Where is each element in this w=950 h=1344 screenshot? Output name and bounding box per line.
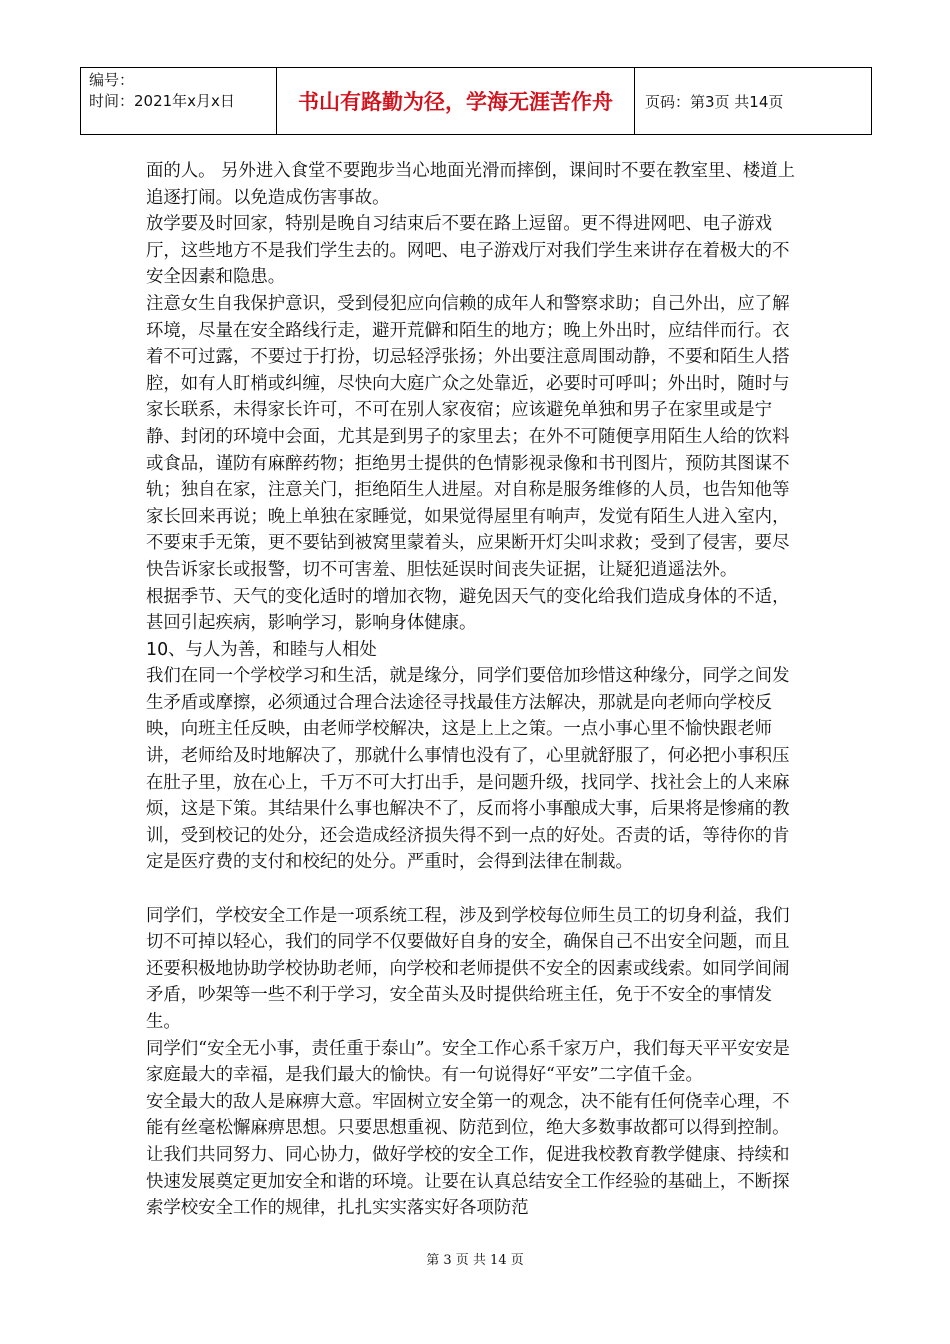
header-page-info: 页码：第3页 共14页 xyxy=(645,92,784,111)
date-label: 时间：2021年x月x日 xyxy=(89,92,235,110)
paragraph: 面的人。 另外进入食堂不要跑步当心地面光滑而摔倒，课间时不要在教室里、楼道上追逐打闹。以免造成伤害事故。 xyxy=(146,161,795,208)
section-heading: 10、与人为善，和睦与人相处 xyxy=(146,639,377,660)
header-motto: 书山有路勤为径，学海无涯苦作舟 xyxy=(277,68,635,134)
paragraph: 根据季节、天气的变化适时的增加衣物，避免因天气的变化给我们造成身体的不适，甚回引起疾病，影响学习，影响身体健康。 xyxy=(146,586,790,634)
paragraph: 同学们，学校安全工作是一项系统工程，涉及到学校每位师生员工的切身利益，我们切不可掉以轻心，我们的同学不仅要做好自身的安全，确保自己不出安全问题，而且还要积极地协助学校协助老师，向学校和老师提供不安全的因素或线索。如同学间闹矛盾，吵架等一些不利于学习，安全苗头及时提供给班主任，免于不安全的事情发生。 xyxy=(146,905,790,1032)
paragraph: 安全最大的敌人是麻痹大意。牢固树立安全第一的观念，决不能有任何侥幸心理，不能有丝毫松懈麻痹思想。只要思想重视、防范到位，绝大多数事故都可以得到控制。让我们共同努力、同心协力，做好学校的安全工作，促进我校教育教学健康、持续和快速发展奠定更加安全和谐的环境。让要在认真总结安全工作经验的基础上，不断探索学校安全工作的规律，扎扎实实落实好各项防范 xyxy=(146,1091,790,1219)
paragraph: 我们在同一个学校学习和生活，就是缘分，同学们要倍加珍惜这种缘分，同学之间发生矛盾或摩擦，必须通过合理合法途径寻找最佳方法解决，那就是向老师向学校反映，向班主任反映，由老师学校解决，这是上上之策。一点小事心里不愉快跟老师讲，老师给及时地解决了，那就什么事情也没有了，心里就舒服了，何必把小事积压在肚子里，放在心上，千万不可大打出手，是问题升级，找同学、找社会上的人来麻烦，这是下策。其结果什么事也解决不了，反而将小事酿成大事，后果将是惨痛的教训，受到校记的处分，还会造成经济损失得不到一点的好处。否责的话，等待你的肯定是医疗费的支付和校纪的处分。严重时，会得到法律在制裁。 xyxy=(146,666,790,873)
header-meta xyxy=(81,68,277,134)
paragraph: 同学们“安全无小事，责任重于泰山”。安全工作心系千家万户，我们每天平平安安是家庭最大的幸福，是我们最大的愉快。有一句说得好“平安”二字值千金。 xyxy=(146,1038,790,1086)
paragraph: 放学要及时回家，特别是晚自习结束后不要在路上逗留。更不得进网吧、电子游戏厅，这些地方不是我们学生去的。网吧、电子游戏厅对我们学生来讲存在着极大的不安全因素和隐患。 xyxy=(146,214,790,288)
page-footer: 第 3 页 共 14 页 xyxy=(426,1253,524,1268)
page-header xyxy=(80,67,872,135)
number-label: 编号： xyxy=(89,71,135,89)
blank-line xyxy=(146,876,806,903)
document-body xyxy=(146,158,806,1222)
paragraph: 注意女生自我保护意识，受到侵犯应向信赖的成年人和警察求助；自己外出，应了解环境，尽量在安全路线行走，避开荒僻和陌生的地方；晚上外出时，应结伴而行。衣着不可过露，不要过于打扮，切忌轻浮张扬；外出要注意周围动静，不要和陌生人搭腔，如有人盯梢或纠缠，尽快向大庭广众之处靠近，必要时可呼叫；外出时，随时与家长联系，未得家长许可，不可在别人家夜宿；应该避免单独和男子在家里或是宁静、封闭的环境中会面，尤其是到男子的家里去；在外不可随便享用陌生人给的饮料或食品，谨防有麻醉药物；拒绝男士提供的色情影视录像和书刊图片，预防其图谋不轨；独自在家，注意关门，拒绝陌生人进屋。对自称是服务维修的人员，也告知他等家长回来再说；晚上单独在家睡觉，如果觉得屋里有响声，发觉有陌生人进入室内，不要束手无策，更不要钻到被窝里蒙着头，应果断开灯尖叫求救；受到了侵害，要尽快告诉家长或报警，切不可害羞、胆怯延误时间丧失证据，让疑犯逍遥法外。 xyxy=(146,293,790,580)
